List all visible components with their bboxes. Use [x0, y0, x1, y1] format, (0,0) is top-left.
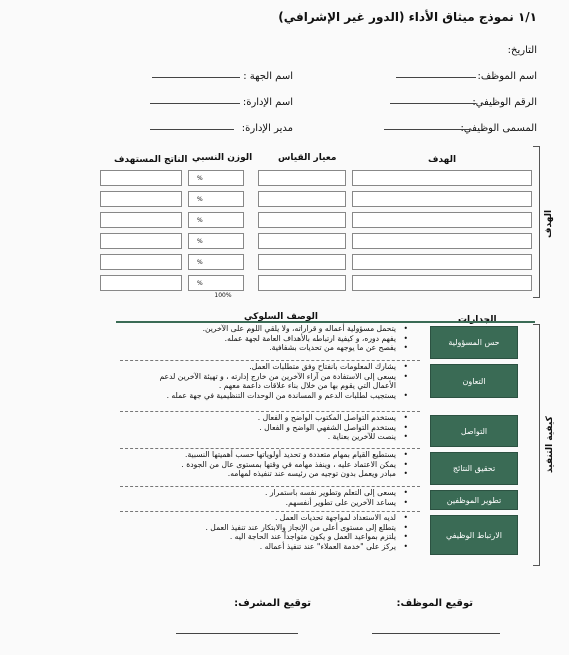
- competency-separator: [120, 486, 420, 487]
- behavior-item: لديه الاستعداد لمواجهة تحديات العمل . •: [205, 513, 408, 523]
- percent-symbol: %: [197, 238, 203, 245]
- behavior-item: يستخدم التواصل الشفهي الواضح و الفعال . •: [258, 423, 408, 433]
- supervisor-signature-label: توقيع المشرف:: [234, 598, 311, 609]
- behavior-item: يسعى إلى التعلم وتطوير نفسه باستمرار . •: [265, 488, 408, 498]
- employee-name-field[interactable]: [396, 77, 476, 78]
- behavior-item: يفهم دوره، و كيفية ارتباطه بالأهداف العامة لجهة عمله. •: [203, 334, 408, 344]
- entity-name-field[interactable]: [152, 77, 240, 78]
- behavior-list: [265, 488, 408, 507]
- measure-cell[interactable]: [258, 254, 346, 270]
- weight-column-header: الوزن النسبي: [192, 153, 253, 163]
- competencies-header: الجدارات: [458, 315, 497, 325]
- behavior-item: يمكن الاعتماد عليه ، وينفذ مهامه في وقتها بمستوى عال من الجودة . •: [181, 460, 408, 470]
- target-cell[interactable]: [100, 191, 182, 207]
- goal-cell[interactable]: [352, 275, 532, 291]
- behavior-item: يستخدم التواصل المكتوب الواضح و الفعال . •: [258, 413, 408, 423]
- employee-signature-label: توقيع الموظف:: [396, 598, 473, 609]
- behavior-item: يستطيع القيام بمهام متعددة و تحديد أولوياتها حسب أهميتها النسبية. •: [181, 450, 408, 460]
- goal-cell[interactable]: [352, 254, 532, 270]
- weight-cell[interactable]: [188, 170, 244, 186]
- job-title-label: المسمى الوظيفي:: [460, 123, 537, 134]
- behavior-description-header: الوصف السلوكي: [244, 312, 318, 322]
- percent-symbol: %: [197, 259, 203, 266]
- measure-cell[interactable]: [258, 212, 346, 228]
- competency-2: التعاون: [430, 364, 518, 398]
- department-manager-field[interactable]: [150, 129, 234, 130]
- department-manager-label: مدير الإدارة:: [241, 123, 293, 134]
- target-cell[interactable]: [100, 275, 182, 291]
- target-cell[interactable]: [100, 212, 182, 228]
- behavior-item: ينصت للآخرين بعناية . •: [258, 432, 408, 442]
- entity-name-label: اسم الجهة :: [243, 71, 293, 82]
- percent-symbol: %: [197, 280, 203, 287]
- competency-separator: [120, 360, 420, 361]
- behavior-list: [258, 413, 408, 442]
- department-name-field[interactable]: [150, 103, 240, 104]
- behavior-item: يتطلع إلى مستوى أعلى من الإنجاز والابتكار عند تنفيذ العمل . •: [205, 523, 408, 533]
- competency-separator: [120, 511, 420, 512]
- behavior-list: [203, 324, 408, 353]
- behavior-item: يشارك المعلومات بانفتاح وفق متطلبات العمل. •: [159, 362, 408, 372]
- target-cell[interactable]: [100, 233, 182, 249]
- competencies-section-label: كيفية التنفيذ: [545, 416, 555, 473]
- target-cell[interactable]: [100, 170, 182, 186]
- behavior-item: يستجيب لطلبات الدعم و المساندة من الوحدات التنظيمية في جهة عمله . •: [159, 391, 408, 401]
- behavior-item: مبادر ويعمل بدون توجيه من رئيسه عند تنفيذه لمهامه. •: [181, 469, 408, 479]
- competency-1: حس المسؤولية: [430, 326, 518, 359]
- measure-column-header: معيار القياس: [278, 153, 337, 163]
- behavior-list: [181, 450, 408, 479]
- date-label: التاريخ:: [507, 45, 537, 56]
- job-number-field[interactable]: [390, 103, 476, 104]
- goals-section-label: الهدف: [544, 209, 554, 238]
- employee-signature-field[interactable]: [372, 633, 500, 634]
- percent-symbol: %: [197, 175, 203, 182]
- goal-cell[interactable]: [352, 170, 532, 186]
- behavior-item: يفصح عن ما يوجهه من تحديات بشفافية. •: [203, 343, 408, 353]
- weight-cell[interactable]: [188, 254, 244, 270]
- measure-cell[interactable]: [258, 191, 346, 207]
- behavior-item: يلتزم بمواعيد العمل و يكون متواجداً عند الحاجة اليه . •: [205, 532, 408, 542]
- target-cell[interactable]: [100, 254, 182, 270]
- measure-cell[interactable]: [258, 233, 346, 249]
- supervisor-signature-field[interactable]: [176, 633, 298, 634]
- competency-4: تحقيق النتائج: [430, 452, 518, 485]
- employee-name-label: اسم الموظف:: [477, 71, 537, 82]
- competency-6: الارتباط الوظيفي: [430, 515, 518, 555]
- behavior-item: يركز على "خدمة العملاء" عند تنفيذ أعماله . •: [205, 542, 408, 552]
- job-number-label: الرقم الوظيفي:: [472, 97, 537, 108]
- behavior-item: يساعد الآخرين على تطوير أنفسهم. •: [265, 498, 408, 508]
- goals-bracket: [533, 146, 540, 298]
- percent-symbol: %: [197, 196, 203, 203]
- measure-cell[interactable]: [258, 275, 346, 291]
- weight-cell[interactable]: [188, 275, 244, 291]
- competencies-bracket: [533, 324, 540, 566]
- measure-cell[interactable]: [258, 170, 346, 186]
- behavior-list: [205, 513, 408, 551]
- goal-cell[interactable]: [352, 212, 532, 228]
- competency-3: التواصل: [430, 415, 518, 447]
- competency-5: تطوير الموظفين: [430, 490, 518, 510]
- goal-column-header: الهدف: [428, 155, 457, 165]
- job-title-field[interactable]: [384, 129, 470, 130]
- weight-total: 100%: [214, 292, 232, 299]
- behavior-list: [159, 362, 408, 400]
- department-name-label: اسم الإدارة:: [242, 97, 293, 108]
- goal-cell[interactable]: [352, 191, 532, 207]
- behavior-item: يسعى إلى الاستفادة من آراء الآخرين من خارج إدارته ، و تهيئة الآخرين لدعم الأعمال التي يقوم بها من خلال بناء علاقات داعمة معهم . •: [159, 372, 408, 391]
- form-title: ١/١ نموذج ميثاق الأداء (الدور غير الإشرافي): [278, 10, 537, 24]
- competency-separator: [120, 411, 420, 412]
- competencies-header-rule: [116, 321, 535, 323]
- goal-cell[interactable]: [352, 233, 532, 249]
- weight-cell[interactable]: [188, 212, 244, 228]
- target-column-header: الناتج المستهدف: [114, 155, 188, 165]
- competency-separator: [120, 448, 420, 449]
- weight-cell[interactable]: [188, 191, 244, 207]
- weight-cell[interactable]: [188, 233, 244, 249]
- behavior-item: يتحمل مسؤولية أعماله و قراراته، ولا يلقي اللوم على الآخرين. •: [203, 324, 408, 334]
- percent-symbol: %: [197, 217, 203, 224]
